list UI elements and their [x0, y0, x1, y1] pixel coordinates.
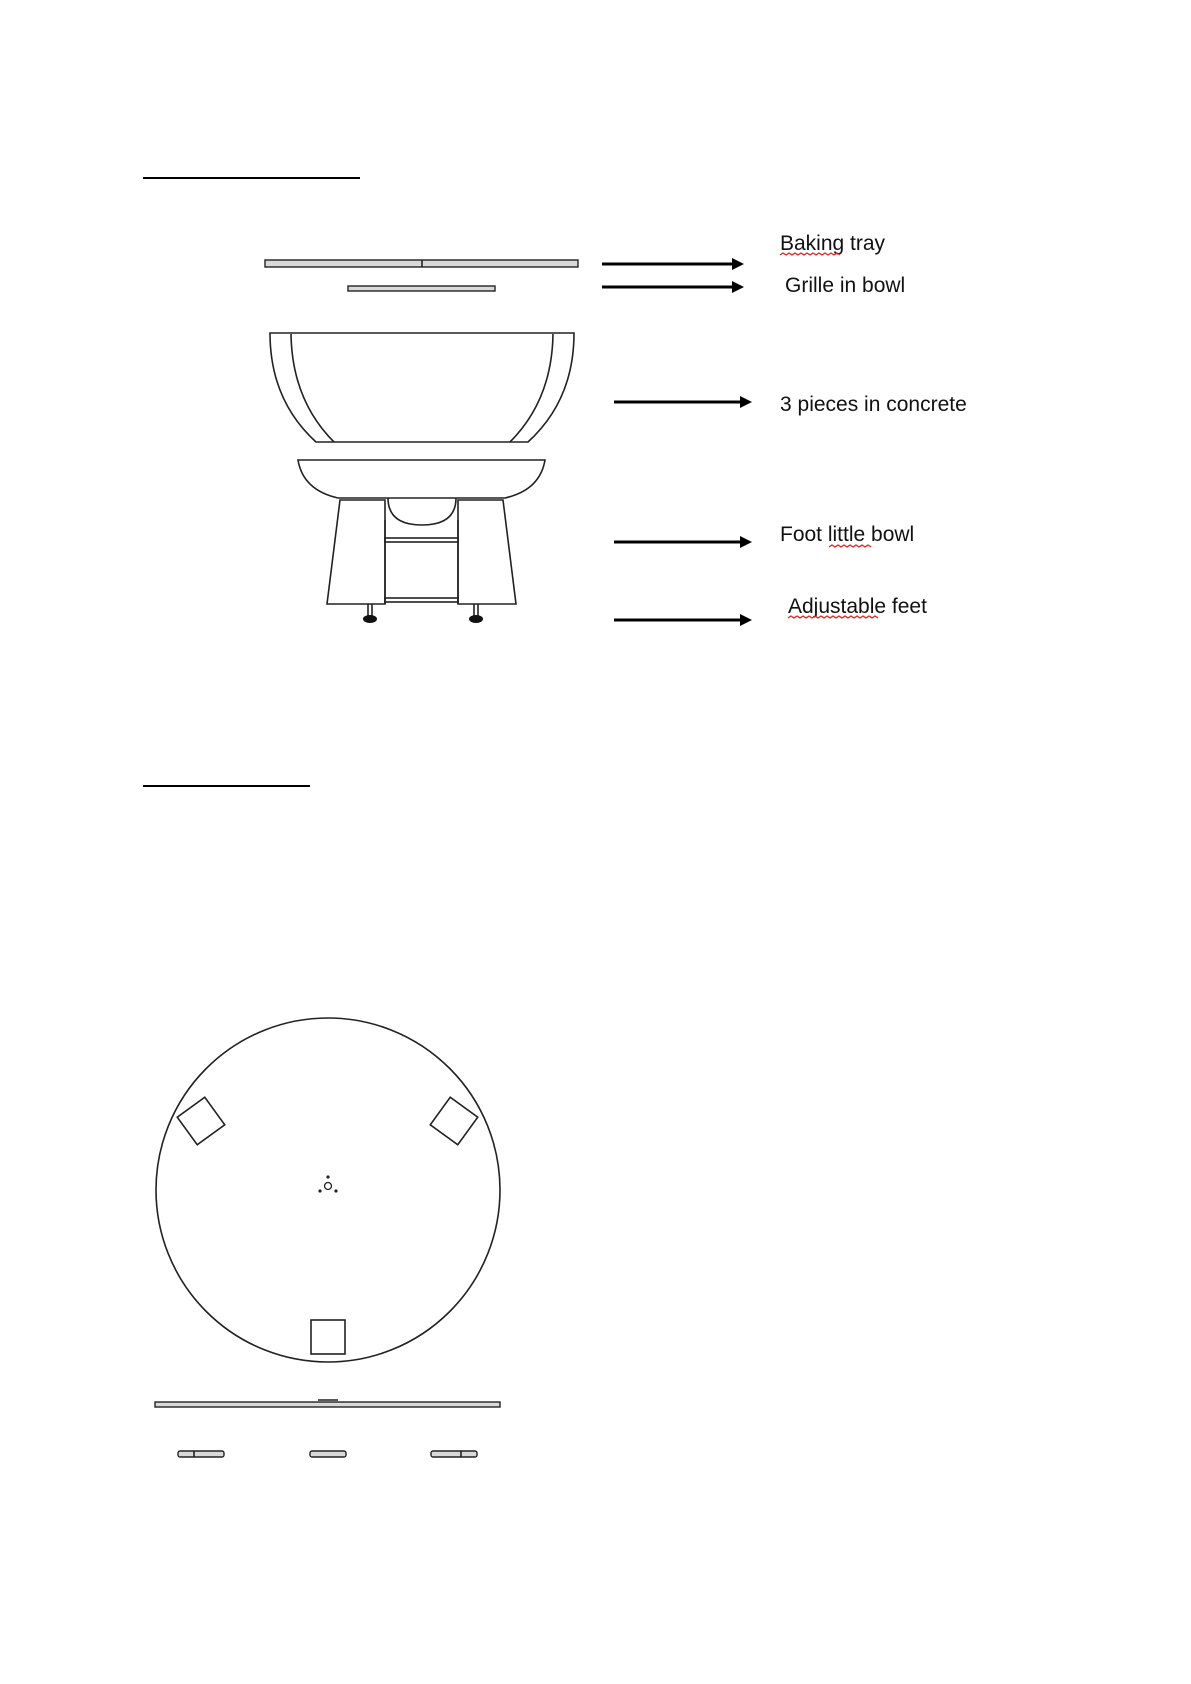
concrete-bowl-part	[270, 333, 574, 442]
arrow-baking-tray	[602, 258, 744, 270]
label-baking-tray: Baking tray	[780, 232, 886, 255]
adjustable-feet-part	[363, 604, 483, 623]
grille-part	[348, 286, 495, 291]
arrow-grille	[602, 281, 744, 293]
arrow-concrete-pieces	[614, 396, 752, 408]
arrow-foot-little-bowl	[614, 536, 752, 548]
label-foot-little-bowl: Foot little bowl	[780, 523, 915, 546]
top-view-feet-row	[178, 1451, 477, 1457]
foot-little-bowl-part	[298, 460, 545, 604]
baking-tray-part	[265, 260, 578, 267]
label-grille-in-bowl: Grille in bowl	[785, 274, 906, 297]
label-adjustable-feet: Adjustable feet	[788, 595, 927, 618]
arrow-adjustable-feet	[614, 614, 752, 626]
top-view-tray-edge	[155, 1400, 500, 1407]
top-view-circle	[156, 1018, 500, 1362]
label-concrete-pieces: 3 pieces in concrete	[780, 393, 967, 416]
